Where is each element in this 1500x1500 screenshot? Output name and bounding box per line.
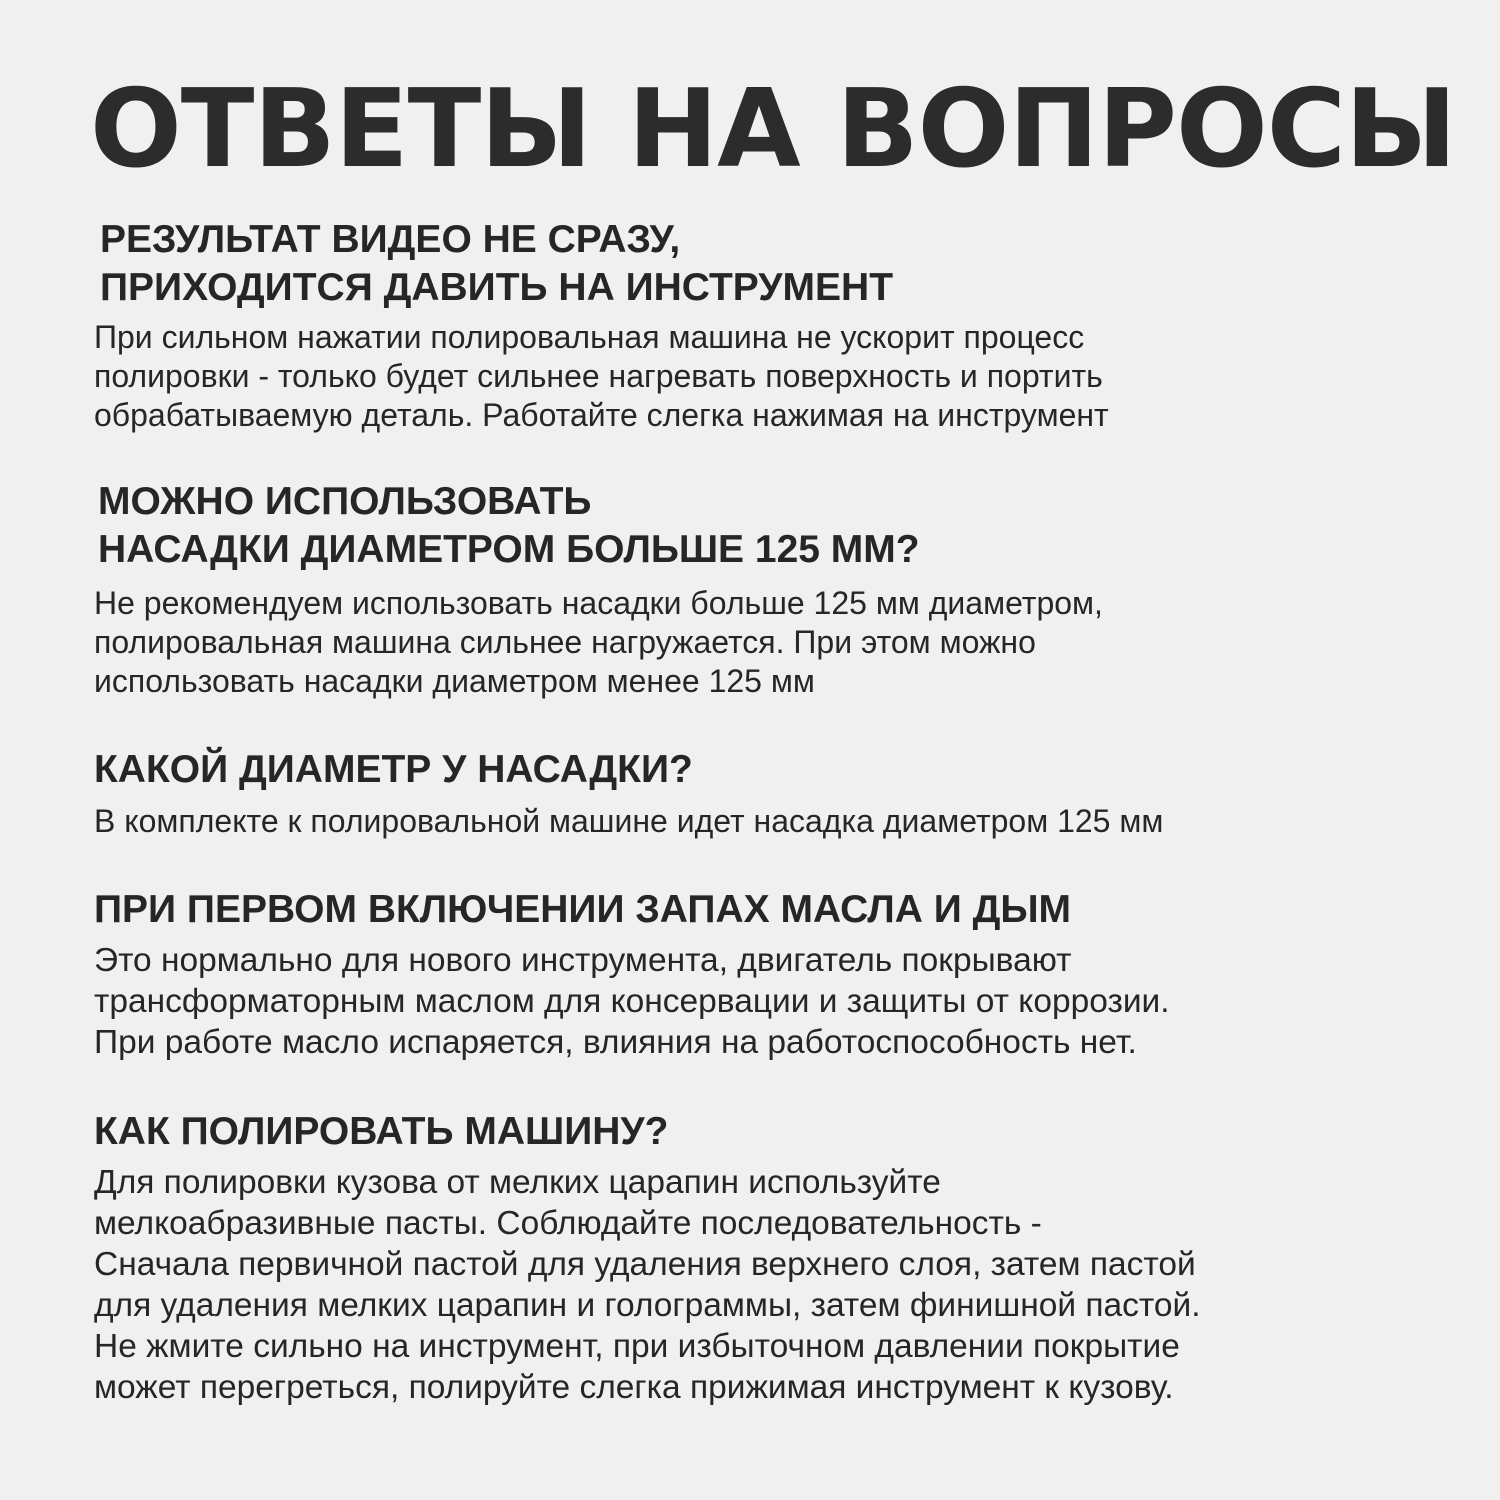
faq-question: КАКОЙ ДИАМЕТР У НАСАДКИ? <box>94 748 693 791</box>
faq-question: КАК ПОЛИРОВАТЬ МАШИНУ? <box>94 1110 669 1153</box>
page-title: ОТВЕТЫ НА ВОПРОСЫ <box>90 67 1456 192</box>
faq-item <box>94 746 1434 841</box>
faq-question: ПРИ ПЕРВОМ ВКЛЮЧЕНИИ ЗАПАХ МАСЛА И ДЫМ <box>94 888 1072 931</box>
faq-answer: Для полировки кузова от мелких царапин используйте мелкоабразивные пасты. Соблюдайте последовательность - Сначала первичной пастой для удаления верхнего слоя, затем пастой для удаления мелких царапин и голограммы, затем финишной пастой. Не жмите сильно на инструмент, при избыточном давлении покрытие может перегреться, полируйте слегка прижимая инструмент к кузову. <box>94 1164 1201 1406</box>
faq-answer: Это нормально для нового инструмента, двигатель покрывают трансформаторным маслом для консервации и защиты от коррозии. При работе масло испаряется, влияния на работоспособность нет. <box>94 942 1170 1061</box>
faq-question: МОЖНО ИСПОЛЬЗОВАТЬ НАСАДКИ ДИАМЕТРОМ БОЛЬШЕ 125 ММ? <box>98 480 920 571</box>
faq-question: РЕЗУЛЬТАТ ВИДЕО НЕ СРАЗУ, ПРИХОДИТСЯ ДАВИТЬ НА ИНСТРУМЕНТ <box>100 218 894 309</box>
faq-item <box>94 886 1434 1063</box>
faq-answer: Не рекомендуем использовать насадки больше 125 мм диаметром, полировальная машина сильнее нагружается. При этом можно использовать насадки диаметром менее 125 мм <box>94 585 1103 699</box>
faq-answer: В комплекте к полировальной машине идет насадка диаметром 125 мм <box>94 803 1164 839</box>
faq-item <box>94 216 1440 435</box>
faq-item <box>94 1108 1434 1408</box>
faq-answer: При сильном нажатии полировальная машина не ускорит процесс полировки - только будет сильнее нагревать поверхность и портить обрабатываемую деталь. Работайте слегка нажимая на инструмент <box>94 319 1109 433</box>
faq-item <box>94 478 1438 701</box>
